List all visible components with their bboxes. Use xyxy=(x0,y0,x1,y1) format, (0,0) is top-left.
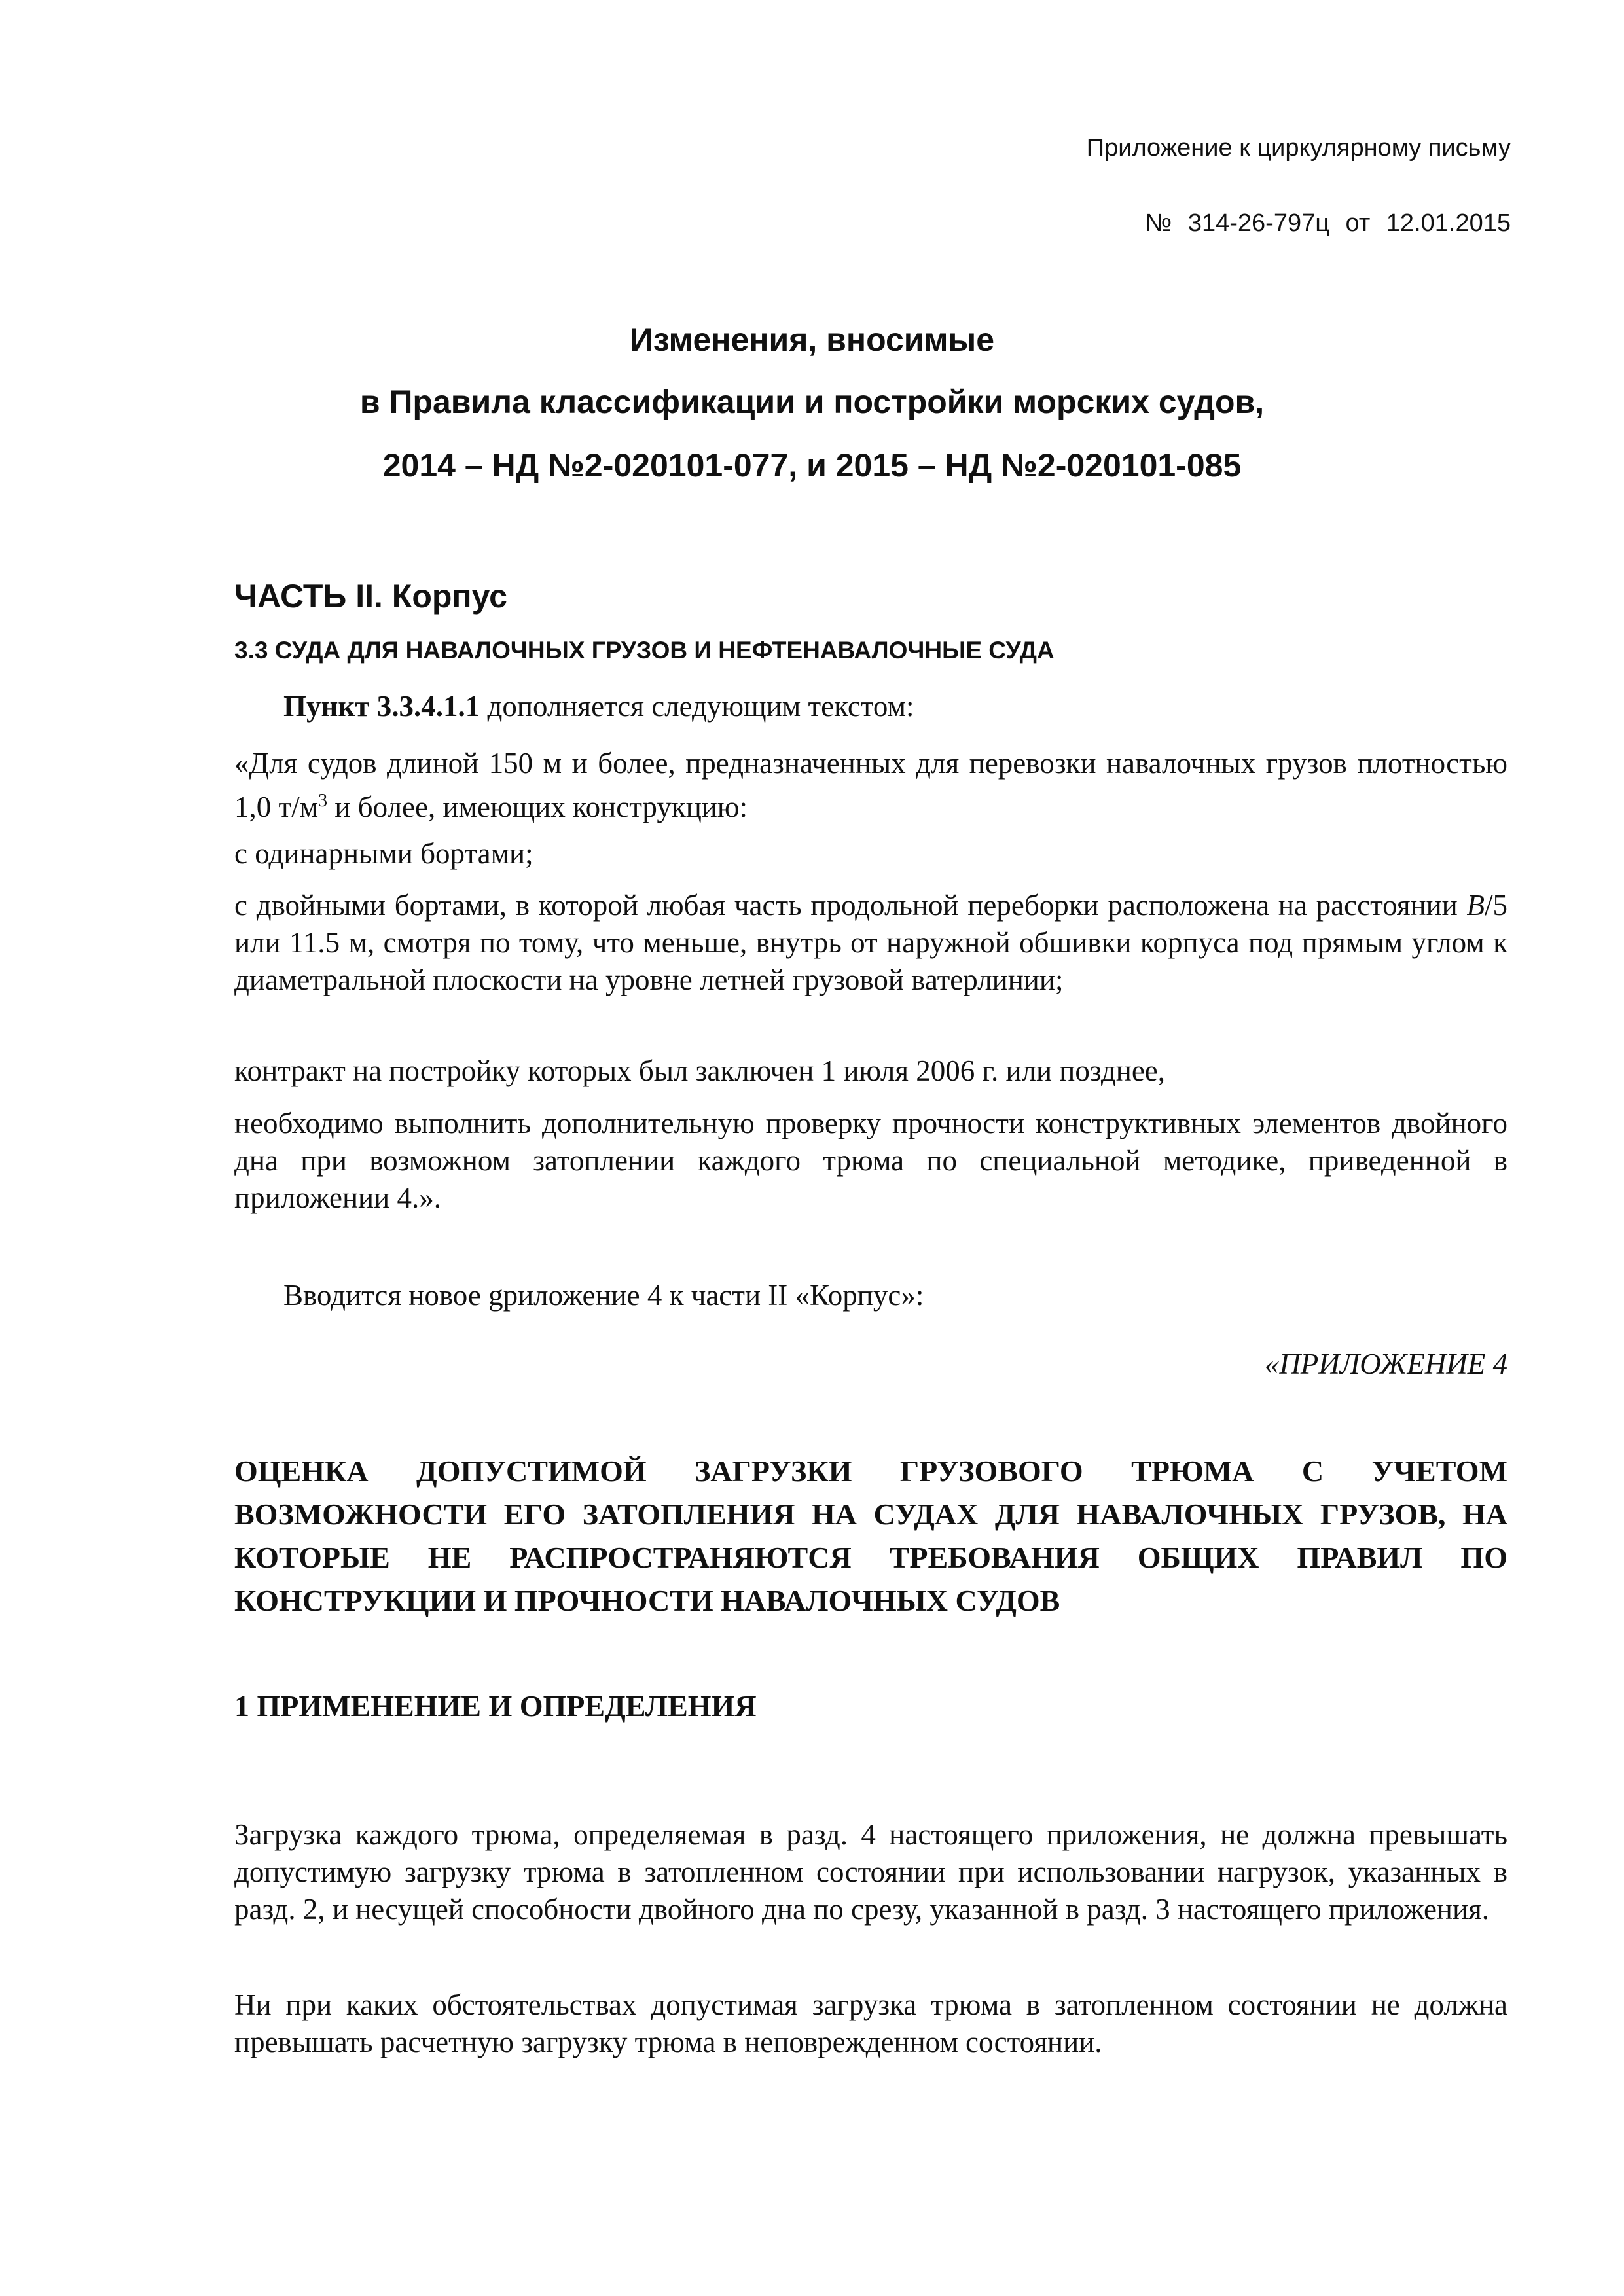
breadth-variable: B xyxy=(1466,889,1485,922)
circular-letter-reference: Приложение к циркулярному письму xyxy=(1086,134,1511,162)
circular-letter-number-date: № 314-26-797ц от 12.01.2015 xyxy=(1145,209,1511,237)
appendix-label: «ПРИЛОЖЕНИЕ 4 xyxy=(1264,1348,1507,1380)
part-heading: ЧАСТЬ II. Корпус xyxy=(234,578,507,615)
paragraph-new-appendix: Вводится новое gриложение 4 к части II «Корпус»: xyxy=(283,1279,924,1312)
cubic-superscript: 3 xyxy=(318,791,328,811)
paragraph-vessel-criteria xyxy=(234,745,1507,826)
paragraph-double-sides-end: /5 или 11.5 м, смотря по тому, что меньше, внутрь от наружной обшивки корпуса под прямым углом к диаметральной плоскости на уровне летней грузовой ватерлинии; xyxy=(234,889,1507,996)
paragraph-double-sides xyxy=(234,887,1507,999)
clause-intro xyxy=(283,689,914,723)
document-title-line-1: Изменения, вносимые xyxy=(629,321,995,358)
paragraph-hold-loading: Загрузка каждого трюма, определяемая в разд. 4 настоящего приложения, не должна превышать допустимую загрузку трюма в затопленном состоянии при использовании нагрузок, указанных в разд. 2, и несущей способности двойного дна по срезу, указанной в разд. 3 настоящего приложения. xyxy=(234,1818,1507,1926)
paragraph-flooded-condition: Ни при каких обстоятельствах допустимая загрузка трюма в затопленном состоянии не должна превышать расчетную загрузку трюма в неповрежденном состоянии. xyxy=(234,1988,1507,2058)
chapter-heading: 1 ПРИМЕНЕНИЕ И ОПРЕДЕЛЕНИЯ xyxy=(234,1689,757,1723)
clause-intro-text: дополняется следующим текстом: xyxy=(480,690,914,723)
paragraph-single-sides: с одинарными бортами; xyxy=(234,837,533,870)
paragraph-double-sides-text: с двойными бортами, в которой любая часть продольной переборки расположена на расстоянии xyxy=(234,889,1467,922)
document-title-line-2: в Правила классификации и постройки морских судов, xyxy=(359,384,1265,420)
clause-reference: Пункт 3.3.4.1.1 xyxy=(283,690,480,723)
paragraph-vessel-criteria-end: и более, имеющих конструкцию: xyxy=(327,791,748,823)
appendix-title: ОЦЕНКА ДОПУСТИМОЙ ЗАГРУЗКИ ГРУЗОВОГО ТРЮМА С УЧЕТОМ ВОЗМОЖНОСТИ ЕГО ЗАТОПЛЕНИЯ НА СУДАХ ДЛЯ НАВАЛОЧНЫХ ГРУЗОВ, НА КОТОРЫЕ НЕ РАСПРОСТРАНЯЮТСЯ ТРЕБОВАНИЯ ОБЩИХ ПРАВИЛ ПО КОНСТРУКЦИИ И ПРОЧНОСТИ НАВАЛОЧНЫХ СУДОВ xyxy=(234,1454,1507,1617)
section-heading: 3.3 СУДА ДЛЯ НАВАЛОЧНЫХ ГРУЗОВ И НЕФТЕНАВАЛОЧНЫЕ СУДА xyxy=(234,637,1055,664)
paragraph-strength-check: необходимо выполнить дополнительную проверку прочности конструктивных элементов двойного дна при возможном затоплении каждого трюма по специальной методике, приведенной в приложении 4.». xyxy=(234,1107,1507,1214)
paragraph-contract-date: контракт на постройку которых был заключен 1 июля 2006 г. или позднее, xyxy=(234,1054,1166,1087)
document-title-line-3: 2014 – НД №2-020101-077, и 2015 – НД №2-020101-085 xyxy=(382,447,1242,484)
paragraph-vessel-criteria-text: «Для судов длиной 150 м и более, предназначенных для перевозки навалочных грузов плотностью 1,0 т/м xyxy=(234,747,1507,823)
